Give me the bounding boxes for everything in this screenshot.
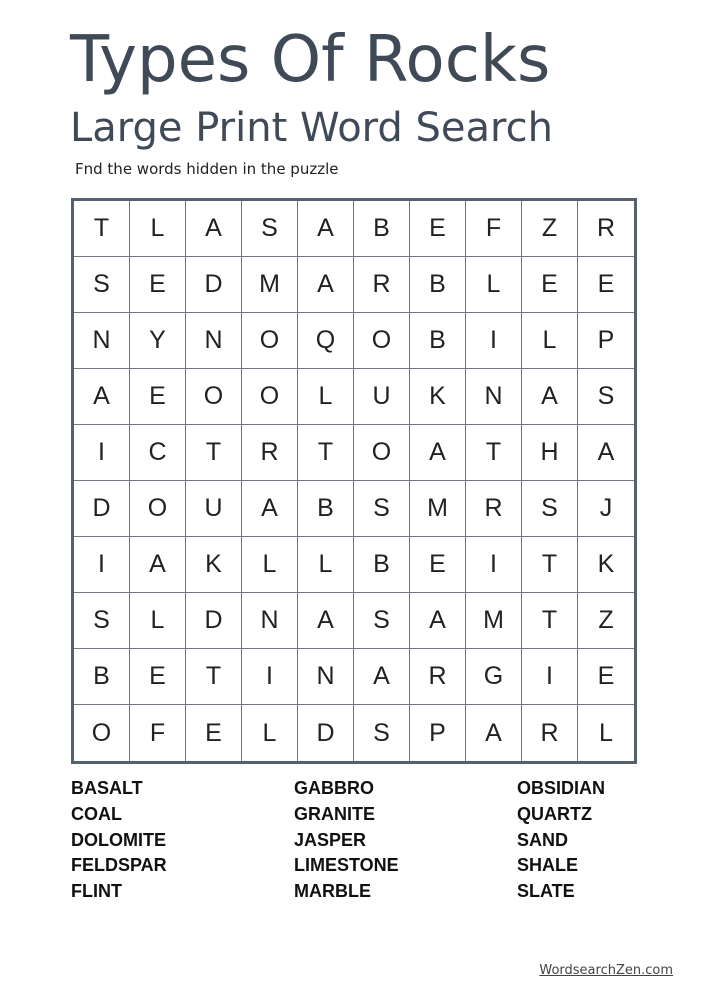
grid-cell[interactable]: A bbox=[410, 425, 466, 481]
grid-cell[interactable]: D bbox=[186, 257, 242, 313]
grid-cell[interactable]: M bbox=[410, 481, 466, 537]
word-item: DOLOMITE bbox=[71, 829, 166, 850]
grid-cell[interactable]: I bbox=[242, 649, 298, 705]
grid-cell[interactable]: L bbox=[599, 718, 613, 747]
grid-cell[interactable]: U bbox=[186, 481, 242, 537]
grid-cell[interactable]: T bbox=[466, 425, 522, 481]
grid-cell[interactable]: S bbox=[522, 481, 578, 537]
word-item: OBSIDIAN bbox=[517, 778, 606, 798]
grid-cell[interactable]: M bbox=[466, 593, 522, 649]
grid-cell[interactable]: L bbox=[298, 369, 354, 425]
word-item: LIMESTONE bbox=[294, 855, 399, 876]
word-item: JASPER bbox=[294, 829, 367, 850]
grid-cell[interactable]: L bbox=[298, 537, 354, 593]
grid-cell[interactable]: L bbox=[242, 537, 298, 593]
puzzle-grid bbox=[71, 198, 637, 764]
grid-cell[interactable]: B bbox=[298, 481, 354, 537]
grid-cell[interactable]: A bbox=[130, 537, 186, 593]
grid-cell[interactable]: T bbox=[186, 425, 242, 481]
grid-cell[interactable]: N bbox=[74, 313, 130, 369]
grid-cell[interactable]: T bbox=[74, 201, 130, 257]
word-item: SHALE bbox=[517, 855, 579, 876]
grid-cell[interactable]: A bbox=[298, 257, 354, 313]
grid-cell[interactable]: F bbox=[130, 705, 186, 761]
grid-cell[interactable]: N bbox=[466, 369, 522, 425]
grid-cell[interactable]: I bbox=[466, 313, 522, 369]
word-item: MARBLE bbox=[294, 881, 371, 902]
grid-cell[interactable]: A bbox=[578, 425, 634, 481]
grid-cell[interactable]: O bbox=[130, 481, 186, 537]
grid-cell[interactable]: J bbox=[578, 481, 634, 537]
word-item: QUARTZ bbox=[517, 803, 592, 824]
grid-cell[interactable]: A bbox=[186, 201, 242, 257]
grid-cell[interactable]: E bbox=[130, 257, 186, 313]
grid-cell[interactable]: K bbox=[410, 369, 466, 425]
grid-cell[interactable]: E bbox=[522, 257, 578, 313]
site-link[interactable]: WordsearchZen.com bbox=[539, 963, 673, 978]
grid-cell[interactable]: E bbox=[186, 705, 242, 761]
word-item: SLATE bbox=[517, 881, 575, 902]
grid-cell[interactable]: M bbox=[242, 257, 298, 313]
grid-cell[interactable]: E bbox=[410, 537, 466, 593]
grid-cell[interactable]: B bbox=[410, 257, 466, 313]
grid-cell[interactable]: H bbox=[522, 425, 578, 481]
grid-cell[interactable]: Y bbox=[130, 313, 186, 369]
grid-cell[interactable]: A bbox=[410, 593, 466, 649]
grid-cell[interactable]: O bbox=[242, 313, 298, 369]
grid-cell[interactable]: D bbox=[74, 481, 130, 537]
grid-cell[interactable]: O bbox=[186, 369, 242, 425]
word-item: COAL bbox=[71, 803, 122, 824]
word-item: BASALT bbox=[71, 778, 143, 798]
grid-cell[interactable]: A bbox=[354, 649, 410, 705]
grid-cell[interactable]: S bbox=[354, 481, 410, 537]
grid-cell[interactable]: E bbox=[578, 649, 634, 705]
grid-cell[interactable]: O bbox=[242, 369, 298, 425]
grid-cell[interactable]: L bbox=[130, 201, 186, 257]
grid-cell[interactable]: P bbox=[410, 705, 466, 761]
grid-cell[interactable]: R bbox=[242, 425, 298, 481]
grid-cell[interactable]: R bbox=[354, 257, 410, 313]
grid-cell[interactable]: B bbox=[354, 537, 410, 593]
grid-cell[interactable]: I bbox=[466, 537, 522, 593]
word-item: FLINT bbox=[71, 881, 122, 902]
grid-cell[interactable]: S bbox=[354, 593, 410, 649]
grid-cell[interactable]: E bbox=[410, 201, 466, 257]
grid-cell[interactable]: B bbox=[74, 649, 130, 705]
grid-cell[interactable]: O bbox=[74, 705, 130, 761]
grid-cell[interactable]: P bbox=[578, 313, 634, 369]
page-title: Types Of Rocks bbox=[70, 23, 551, 97]
grid-cell[interactable]: O bbox=[354, 313, 410, 369]
instructions-text: Fnd the words hidden in the puzzle bbox=[75, 160, 339, 178]
grid-cell[interactable]: O bbox=[354, 425, 410, 481]
grid-cell[interactable]: T bbox=[186, 649, 242, 705]
grid-cell[interactable]: L bbox=[242, 705, 298, 761]
word-column-2 bbox=[294, 776, 399, 905]
grid-cell[interactable]: E bbox=[130, 649, 186, 705]
grid-cell[interactable]: N bbox=[186, 313, 242, 369]
grid-cell[interactable]: S bbox=[354, 705, 410, 761]
page-subtitle: Large Print Word Search bbox=[70, 105, 553, 151]
grid-cell[interactable]: K bbox=[578, 537, 634, 593]
grid-cell[interactable]: R bbox=[578, 201, 634, 257]
grid-cell[interactable]: A bbox=[242, 481, 298, 537]
word-column-3 bbox=[517, 776, 605, 905]
grid-cell[interactable]: R bbox=[466, 481, 522, 537]
grid-cell[interactable]: L bbox=[130, 593, 186, 649]
grid-cell[interactable]: A bbox=[298, 593, 354, 649]
grid-cell[interactable]: B bbox=[410, 313, 466, 369]
grid-cell[interactable]: S bbox=[242, 201, 298, 257]
grid-cell[interactable]: R bbox=[410, 649, 466, 705]
grid-cell[interactable]: A bbox=[298, 201, 354, 257]
word-column-1 bbox=[71, 776, 167, 905]
word-item: GABBRO bbox=[294, 778, 374, 798]
grid-cell[interactable]: T bbox=[522, 593, 578, 649]
grid-cell[interactable]: U bbox=[354, 369, 410, 425]
grid-cell[interactable]: A bbox=[522, 369, 578, 425]
grid-cell[interactable]: T bbox=[298, 425, 354, 481]
word-item: SAND bbox=[517, 829, 569, 850]
grid-cell[interactable]: C bbox=[130, 425, 186, 481]
grid-cell[interactable]: F bbox=[466, 201, 522, 257]
grid-cell[interactable]: I bbox=[74, 537, 130, 593]
grid-cell[interactable]: S bbox=[74, 257, 130, 313]
grid-cell[interactable]: E bbox=[578, 257, 634, 313]
grid-cell[interactable]: B bbox=[354, 201, 410, 257]
grid-cell[interactable]: A bbox=[466, 705, 522, 761]
grid-cell[interactable]: S bbox=[578, 369, 634, 425]
grid-cell[interactable]: G bbox=[466, 649, 522, 705]
grid-cell[interactable]: N bbox=[242, 593, 298, 649]
grid-cell[interactable]: D bbox=[186, 593, 242, 649]
word-item: FELDSPAR bbox=[71, 855, 167, 876]
grid-cell[interactable]: Z bbox=[522, 201, 578, 257]
grid-cell[interactable]: N bbox=[298, 649, 354, 705]
grid-cell[interactable]: S bbox=[74, 593, 130, 649]
grid-cell[interactable]: E bbox=[130, 369, 186, 425]
grid-cell[interactable]: L bbox=[522, 313, 578, 369]
grid-cell[interactable]: L bbox=[466, 257, 522, 313]
grid-cell[interactable]: R bbox=[522, 705, 578, 761]
grid-cell[interactable]: I bbox=[522, 649, 578, 705]
grid-cell[interactable]: A bbox=[74, 369, 130, 425]
grid-cell[interactable]: D bbox=[298, 705, 354, 761]
grid-cell[interactable]: Z bbox=[578, 593, 634, 649]
grid-cell[interactable]: T bbox=[522, 537, 578, 593]
grid-cell[interactable]: Q bbox=[298, 313, 354, 369]
word-item: GRANITE bbox=[294, 803, 375, 824]
grid-cell[interactable]: I bbox=[74, 425, 130, 481]
grid-cell[interactable]: K bbox=[186, 537, 242, 593]
